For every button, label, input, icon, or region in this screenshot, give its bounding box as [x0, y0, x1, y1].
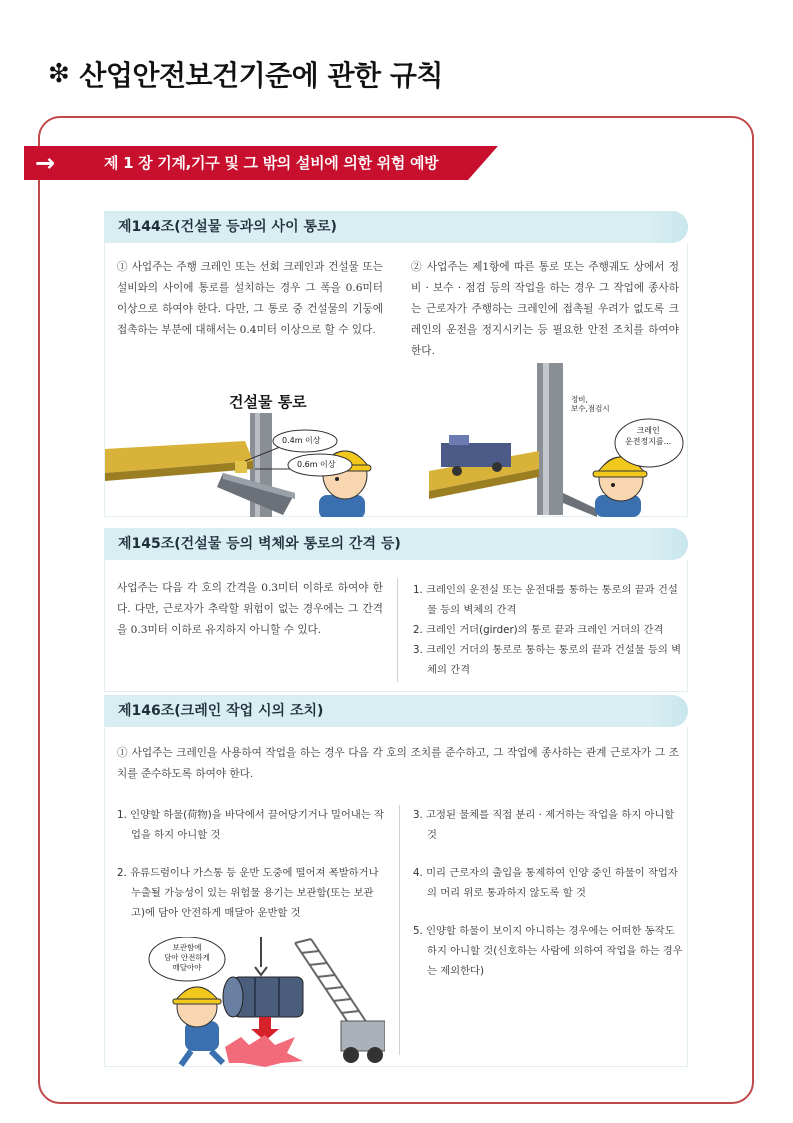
section-144 [104, 211, 688, 517]
section-heading: 제145조(건설물 등의 벽체와 통로의 간격 등) [104, 528, 688, 560]
stop-crane-bubble-text: 크레인 운전정지를... [625, 426, 672, 446]
passage-illustration [105, 383, 405, 517]
item-list-right [413, 805, 683, 981]
list-item: 3. 크레인 거더의 통로로 통하는 통로의 끝과 건설물 등의 벽체의 간격 [413, 644, 682, 676]
list-item: 3. 고정된 물체를 직접 분리 · 제거하는 작업을 하지 아니할 것 [413, 809, 675, 841]
safe-storage-bubble-text: 보관함에 담아 안전하게 매달아야 [164, 943, 210, 972]
clearance-04m-label: 0.4m 이상 [282, 436, 321, 445]
list-item: 5. 인양할 하물이 보이지 아니하는 경우에는 어떠한 동작도 하지 아니할 것(신호하는 사람에 의하여 작업을 하는 경우는 제외한다) [413, 925, 683, 977]
asterisk-icon: ❇ [48, 59, 70, 89]
oil-drum [223, 977, 303, 1017]
paragraph: ① 사업주는 크레인을 사용하여 작업을 하는 경우 다음 각 호의 조치를 준수하고, 그 작업에 종사하는 관계 근로자가 그 조치를 준수하도록 하여야 한다. [117, 747, 679, 780]
crane-boom [295, 939, 371, 1033]
paragraph-1: ① 사업주는 주행 크레인 또는 선회 크레인과 건설물 또는 설비와의 사이에 통로를 설치하는 경우 그 폭을 0.6미터 이상으로 하여야 한다. 다만, 그 통로 중 건설물의 기둥에 접촉하는 부분에 대해서는 0.4미터 이상으로 할 수 있다. [117, 261, 383, 336]
item-list [413, 580, 683, 680]
maintenance-illustration [421, 363, 685, 517]
paragraph: 사업주는 다음 각 호의 간격을 0.3미터 이하로 하여야 한다. 다만, 근로자가 추락할 위험이 없는 경우에는 그 간격을 0.3미터 이하로 유지하지 아니할 수 있다. [117, 582, 383, 636]
item-list-left [117, 805, 385, 923]
list-item: 1. 인양할 하물(荷物)을 바닥에서 끌어당기거나 밀어내는 작업을 하지 아니할 것 [117, 809, 384, 841]
column-divider [399, 805, 400, 1055]
section-146 [104, 695, 688, 1067]
section-body [104, 727, 688, 1067]
chapter-title: 제 1 장 기계,기구 및 그 밖의 설비에 의한 위험 예방 [104, 154, 439, 172]
drum-lifting-illustration [145, 937, 385, 1067]
section-heading: 제144조(건설물 등과의 사이 통로) [104, 211, 688, 243]
chapter-banner [24, 146, 498, 180]
list-item: 4. 미리 근로자의 출입을 통제하여 인양 중인 하물이 작업자의 머리 위로 통과하지 않도록 할 것 [413, 867, 678, 899]
building-column [537, 363, 563, 515]
document-title [48, 54, 443, 94]
clearance-06m-label: 0.6m 이상 [297, 460, 336, 469]
paragraph-2: ② 사업주는 제1항에 따른 통로 또는 주행궤도 상에서 정비 · 보수 · 점검 등의 작업을 하는 경우 그 작업에 종사하는 근로자가 주행하는 크레인에 접촉될 우려가 없도록 크레인의 운전을 정지시키는 등 필요한 안전 조치를 하여야 한다. [411, 261, 679, 357]
document-title-text: 산업안전보건기준에 관한 규칙 [79, 59, 443, 92]
crane-trolley [441, 443, 511, 467]
arrow-right-icon: → [34, 149, 56, 177]
maintenance-note: 정비, 보수,점검시 [571, 395, 610, 413]
passage-label: 건설물 통로 [229, 393, 307, 411]
list-item: 2. 유류드럼이나 가스통 등 운반 도중에 떨어져 폭발하거나 누출될 가능성이 있는 위험물 용기는 보관함(또는 보관고)에 담아 안전하게 매달아 운반할 것 [117, 867, 379, 919]
section-heading: 제146조(크레인 작업 시의 조치) [104, 695, 688, 727]
section-body [104, 560, 688, 692]
section-145 [104, 528, 688, 692]
list-item: 2. 크레인 거더(girder)의 통로 끝과 크레인 거더의 간격 [413, 624, 664, 636]
list-item: 1. 크레인의 운전실 또는 운전대를 통하는 통로의 끝과 건설물 등의 벽체의 간격 [413, 584, 678, 616]
explosion-burst [225, 1035, 303, 1067]
section-body [104, 243, 688, 517]
column-divider [397, 578, 398, 682]
worker-figure [173, 987, 223, 1065]
